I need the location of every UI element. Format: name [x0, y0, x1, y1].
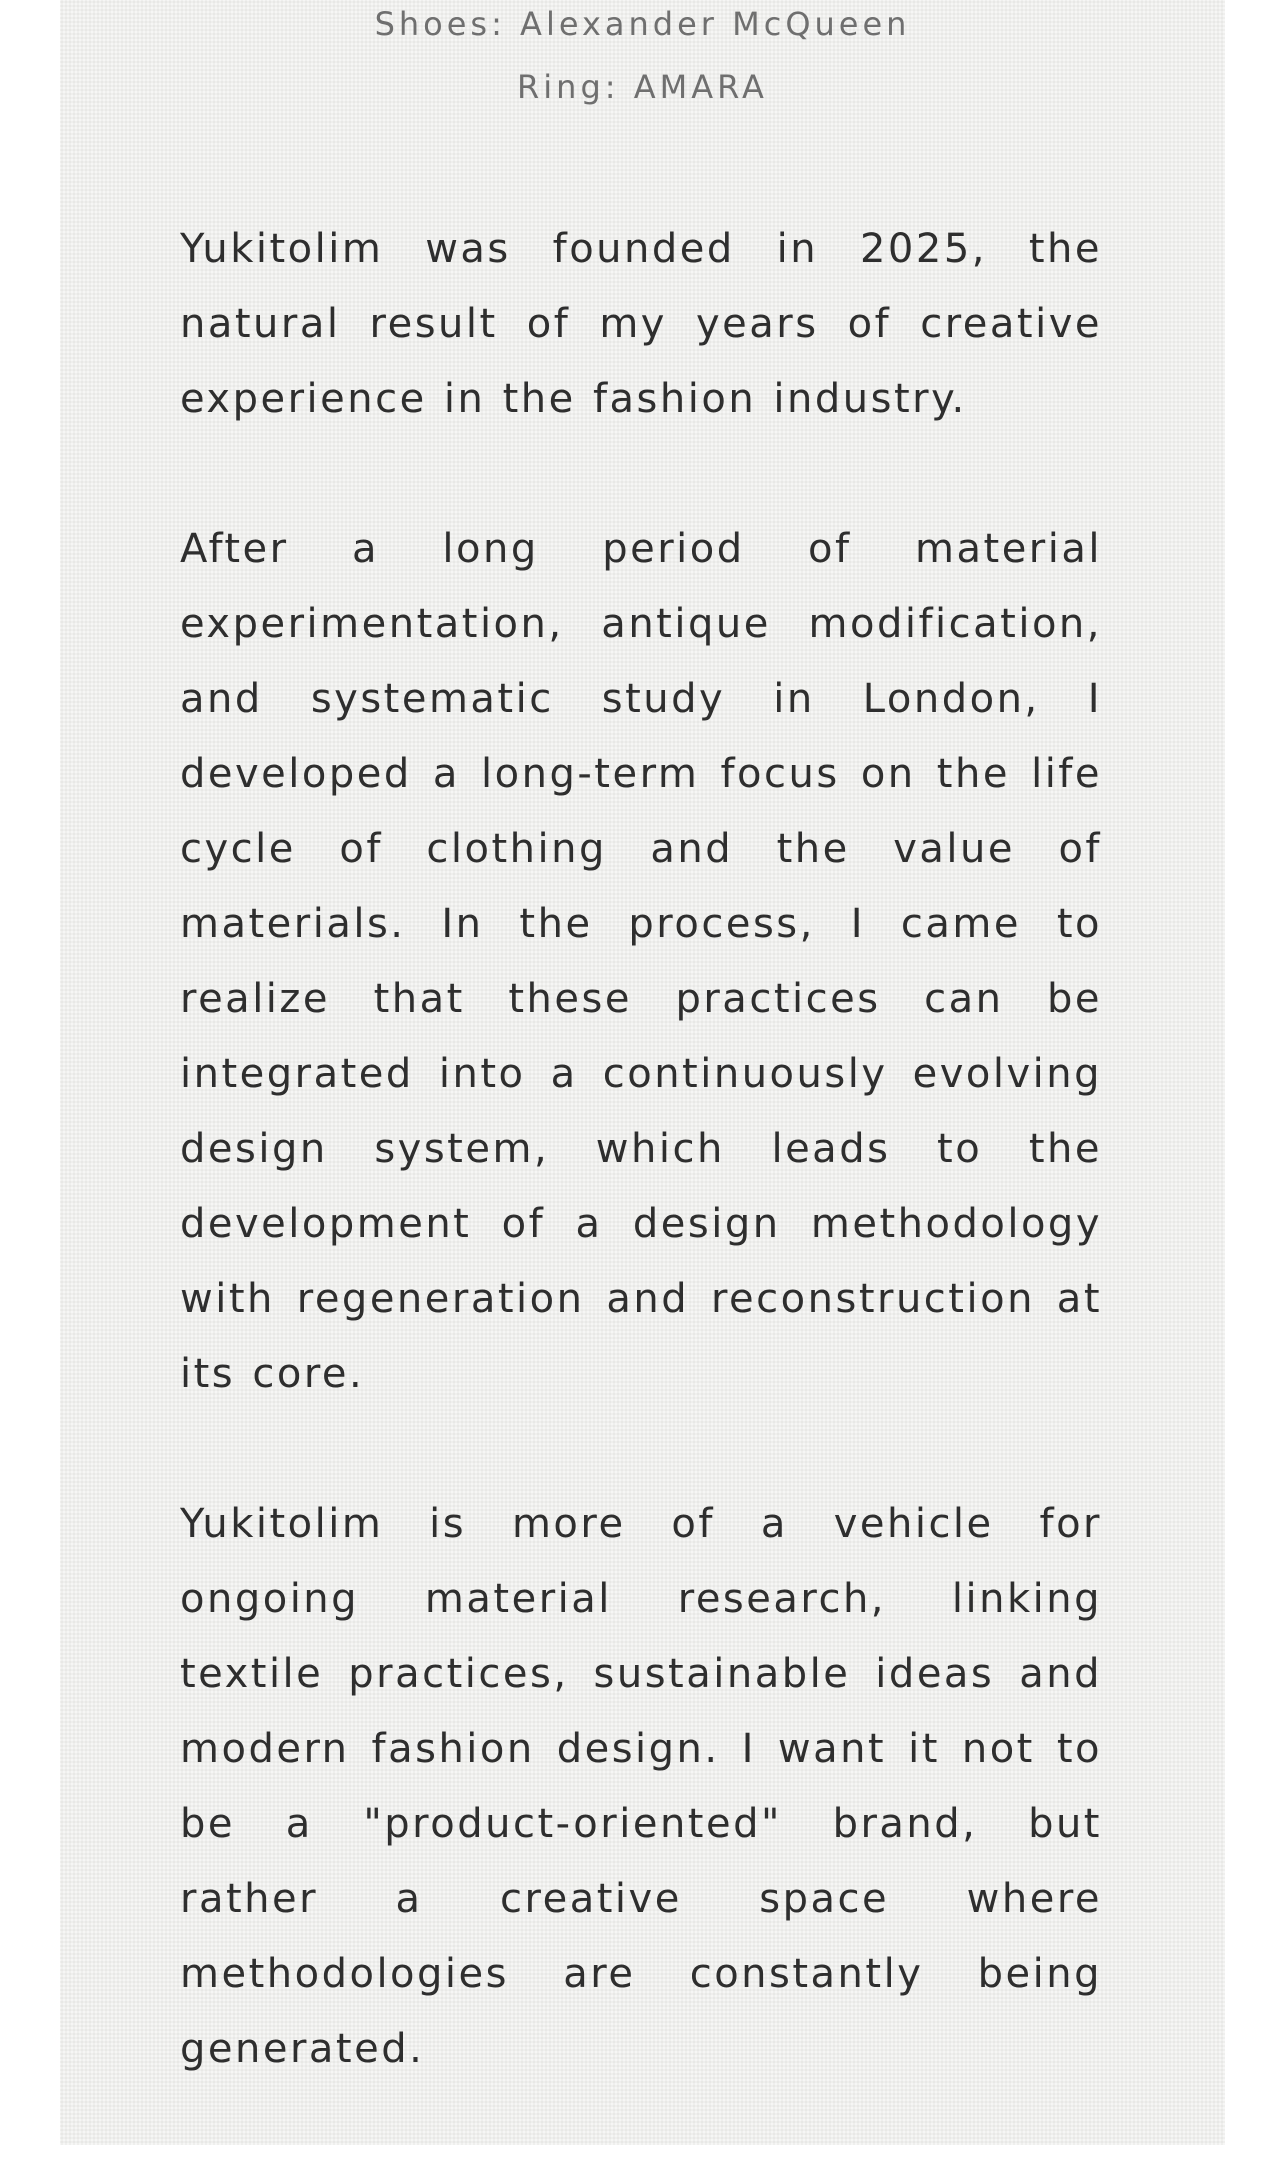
credit-shoes: Shoes: Alexander McQueen [374, 5, 911, 43]
paragraph-methodology: After a long period of material experimentation, antique modification, and systematic study in London, I developed a long-term focus on the life cycle of clothing and the value of materials. In the process, I came to realize that these practices can be integrated into a continuously evolving design system, which leads to the development of a design methodology with regeneration and reconstruction at its core. [180, 526, 1102, 1397]
paragraph-founding: Yukitolim was founded in 2025, the natural result of my years of creative experience in the fashion industry. [180, 226, 1102, 422]
article-paper [60, 0, 1225, 2145]
paragraph-vision: Yukitolim is more of a vehicle for ongoing material research, linking textile practices, sustainable ideas and modern fashion design. I want it not to be a "product-oriented" brand, but rather a creative space where methodologies are constantly being generated. [180, 1501, 1102, 2072]
credit-ring: Ring: AMARA [517, 68, 768, 106]
brand-story [180, 212, 1102, 2162]
styling-credits [60, 0, 1225, 119]
